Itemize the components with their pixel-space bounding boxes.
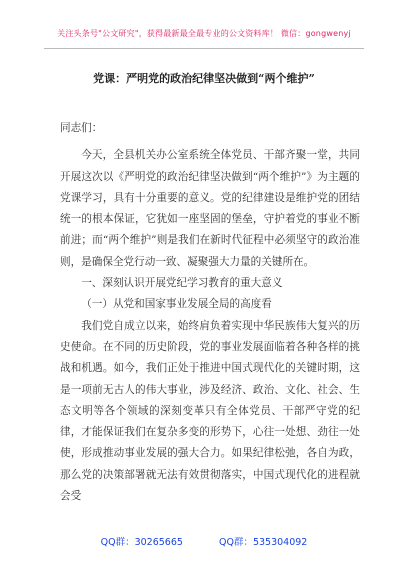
document-title: 党课：严明党的政治纪律坚决做到“两个维护”: [93, 72, 315, 85]
footer-qq-group-2: QQ群：535304092: [219, 537, 308, 548]
footer-contacts: [0, 534, 408, 548]
footer-qq-group-1: QQ群：30265665: [100, 537, 183, 548]
paragraph-body: 我们党自成立以来，始终肩负着实现中华民族伟大复兴的历史使命。在不同的历史阶段，党的事业发展面临着各种各样的挑战和机遇。如今，我们正处于推进中国式现代化的关键时期，这是一项前无古人的伟大事业，涉及经济、政治、文化、社会、生态文明等各个领域的深刻变革只有全体党员、干部严守党的纪律，才能保证我们在复杂多变的形势下，心往一处想、劲往一处使，形成推动事业发展的强大合力。如果纪律松弛，各自为政，那么党的决策部署就无法有效贯彻落实，中国式现代化的进程就会受: [60, 319, 360, 503]
greeting: 同志们：: [60, 122, 103, 134]
document-body: [60, 118, 360, 507]
header-banner: 关注头条号"公文研究"，获得最新最全最专业的公文资料库！ 微信：gongwenyj: [57, 29, 351, 38]
section-heading: 一、深刻认识开展党纪学习教育的重大意义: [81, 277, 283, 290]
header-divider: [44, 48, 364, 49]
subsection-heading: （一）从党和国家事业发展全局的高度看: [81, 298, 272, 311]
paragraph-intro: 今天，全县机关办公室系统全体党员、干部齐聚一堂，共同开展这次以《严明党的政治纪律坚决做到“两个维护”》为主题的党课学习，具有十分重要的意义。党的纪律建设是维护党的团结统一的根本保证，它犹如一座坚固的堡垒，守护着党的事业不断前进；而“两个维护”则是我们在新时代征程中必须坚守的政治准则，是确保全党行动一致、凝聚强大力量的关键所在。: [60, 149, 360, 268]
